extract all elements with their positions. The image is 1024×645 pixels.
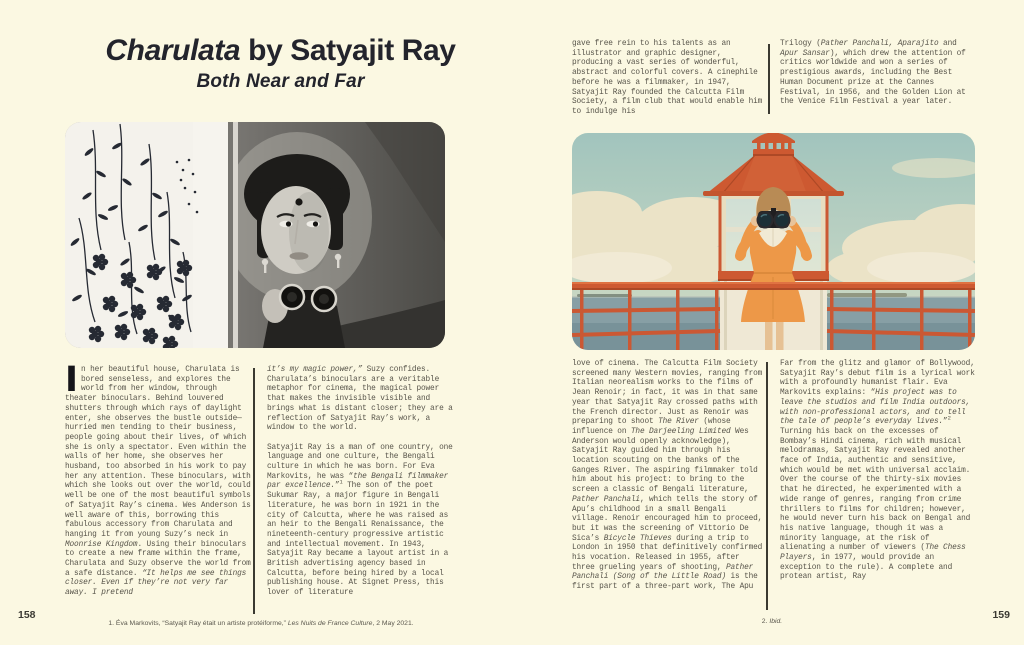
right-page-bottom-column-1 bbox=[572, 360, 763, 593]
column-divider bbox=[766, 362, 768, 610]
page-number-left: 158 bbox=[18, 609, 36, 621]
column-text: Far from the glitz and glamor of Bollywood, Satyajit Ray’s debut film is a lyrical work with a profoundly humanist flair. Eva Markovits explains: “His project was to leave the studios and film India outdoors, with non-professional actors, and to tell the tale of people’s everyday lives.”$^2$ Turning his back on the excesses of Bombay’s Hindi cinema, rich with musical melodramas, Satyajit Ray revealed another face of India, authentic and sensitive, which would be met with universal acclaim. Over the course of the thirty-six movies that he directed, he experimented with a wide range of genres, ranging from crime thrillers to films for children; however, he would never turn his back on Bengal and his native language, though it was a minority language, at the risk of alienating a number of viewers (The Chess Players, in 1977, would provide an exception to the rule). A complete and protean artist, Ray bbox=[780, 360, 975, 582]
column-text: n her beautiful house, Charulata is bored senseless, and explores the world from her window, through theater binoculars. Behind louvered shutters through which rays of daylight enter, she observes the bustle outside—hurried men tending to their business, people going about their lives, of which she is only a spectator. Even within the walls of her home, she observes her husband, too absorbed in his work to pay her any attention. These binoculars, with which she looks out over the world, could well be one of the most beautiful symbols of Satyajit Ray’s cinema. Wes Anderson is well aware of this, borrowing this fabulous accessory from Charulata and hanging it from young Suzy’s neck in Moonrise Kingdom. Using their binoculars to create a new frame within the frame, Charulata and Suzy observe the world from a safe distance. “It helps me see things closer. Even if they’re not very far away. I pretend bbox=[65, 366, 251, 598]
column-text: gave free rein to his talents as an illustrator and graphic designer, producing a vast series of wonderful, abstract and colorful covers. A cinephile before he was a filmmaker, in 1947, Satyajit Ray founded the Calcutta Film Society, a film club that would enable him to indulge his bbox=[572, 40, 763, 116]
page-subtitle: Both Near and Far bbox=[196, 71, 365, 92]
left-page-column-1 bbox=[65, 360, 252, 599]
title-film-name: Charulata bbox=[105, 34, 241, 67]
title-rest: by Satyajit Ray bbox=[240, 34, 456, 67]
right-page-top-column-1 bbox=[572, 40, 764, 118]
right-page-top-column-2 bbox=[780, 40, 976, 108]
column-text: it’s my magic power,” Suzy confides. Charulata’s binoculars are a veritable metaphor for cinema, the magical power that makes the invisible visible and brings what is distant closer; they are a reflection of Satyajit Ray’s work, a window to the world. Satyajit Ray is a man of one country, one language and one culture, the Bengali culture in which he was born. For Eva Markovits, he was “the Bengali filmmaker par excellence.”$^1$ The son of the poet Sukumar Ray, a major figure in Bengali literature, he was born in 1921 in the city of Calcutta, where he was raised as an heir to the Bengali Renaissance, the nineteenth-century progressive artistic and intellectual movement. In 1943, Satyajit Ray became a layout artist in a British advertising agency based in Calcutta, before being hired by a local publishing house. At Signet Press, this lover of literature bbox=[267, 366, 453, 598]
dropcap-letter: I bbox=[65, 360, 78, 400]
lighthouse-photo-illustration bbox=[572, 133, 975, 350]
charulata-photo-illustration bbox=[65, 122, 445, 348]
charulata-photo bbox=[65, 122, 445, 348]
left-page-column-2 bbox=[267, 366, 455, 599]
bindi bbox=[295, 198, 302, 205]
page-number-right: 159 bbox=[992, 609, 1010, 621]
column-divider bbox=[253, 368, 255, 614]
moonrise-kingdom-photo bbox=[572, 133, 975, 350]
column-text: Trilogy (Pather Panchali, Aparajito and Apur Sansar), which drew the attention of critics worldwide and won a series of prestigious awards, including the Best Human Document prize at the Cannes Festival, in 1956, and the Golden Lion at the Venice Film Festival a year later. bbox=[780, 40, 966, 107]
column-divider bbox=[768, 44, 770, 114]
page-title bbox=[58, 34, 503, 68]
article-header bbox=[58, 34, 503, 93]
footnote-1: 1. Éva Markovits, “Satyajit Ray était un artiste protéiforme,” Les Nuits de France Culture, 2 May 2021. bbox=[108, 620, 414, 627]
footnote-2: 2. Ibid. bbox=[761, 618, 783, 625]
column-text: love of cinema. The Calcutta Film Society screened many Western movies, ranging from Italian neorealism works to the films of Jean Renoir; in fact, it was in that same year that Satyajit Ray crossed paths with the French director. Just as Renoir was preparing to shoot The River (whose influence on The Darjeeling Limited Wes Anderson would openly acknowledge), Satyajit Ray guided him through his location scouting on the banks of the Ganges River. The aspiring filmmaker told him about his project: to bring to the screen a classic of Bengali literature, Pather Panchali, which tells the story of Apu’s childhood in a small Bengali village. Renoir encouraged him to proceed, but it was the screening of Vittorio De Sica’s Bicycle Thieves during a trip to London in 1950 that definitively confirmed his vocation. Released in 1955, after three grueling years of shooting, Pather Panchali (Song of the Little Road) is the first part of a three-part work, The Apu bbox=[572, 360, 763, 592]
right-page-bottom-column-2 bbox=[780, 360, 977, 583]
